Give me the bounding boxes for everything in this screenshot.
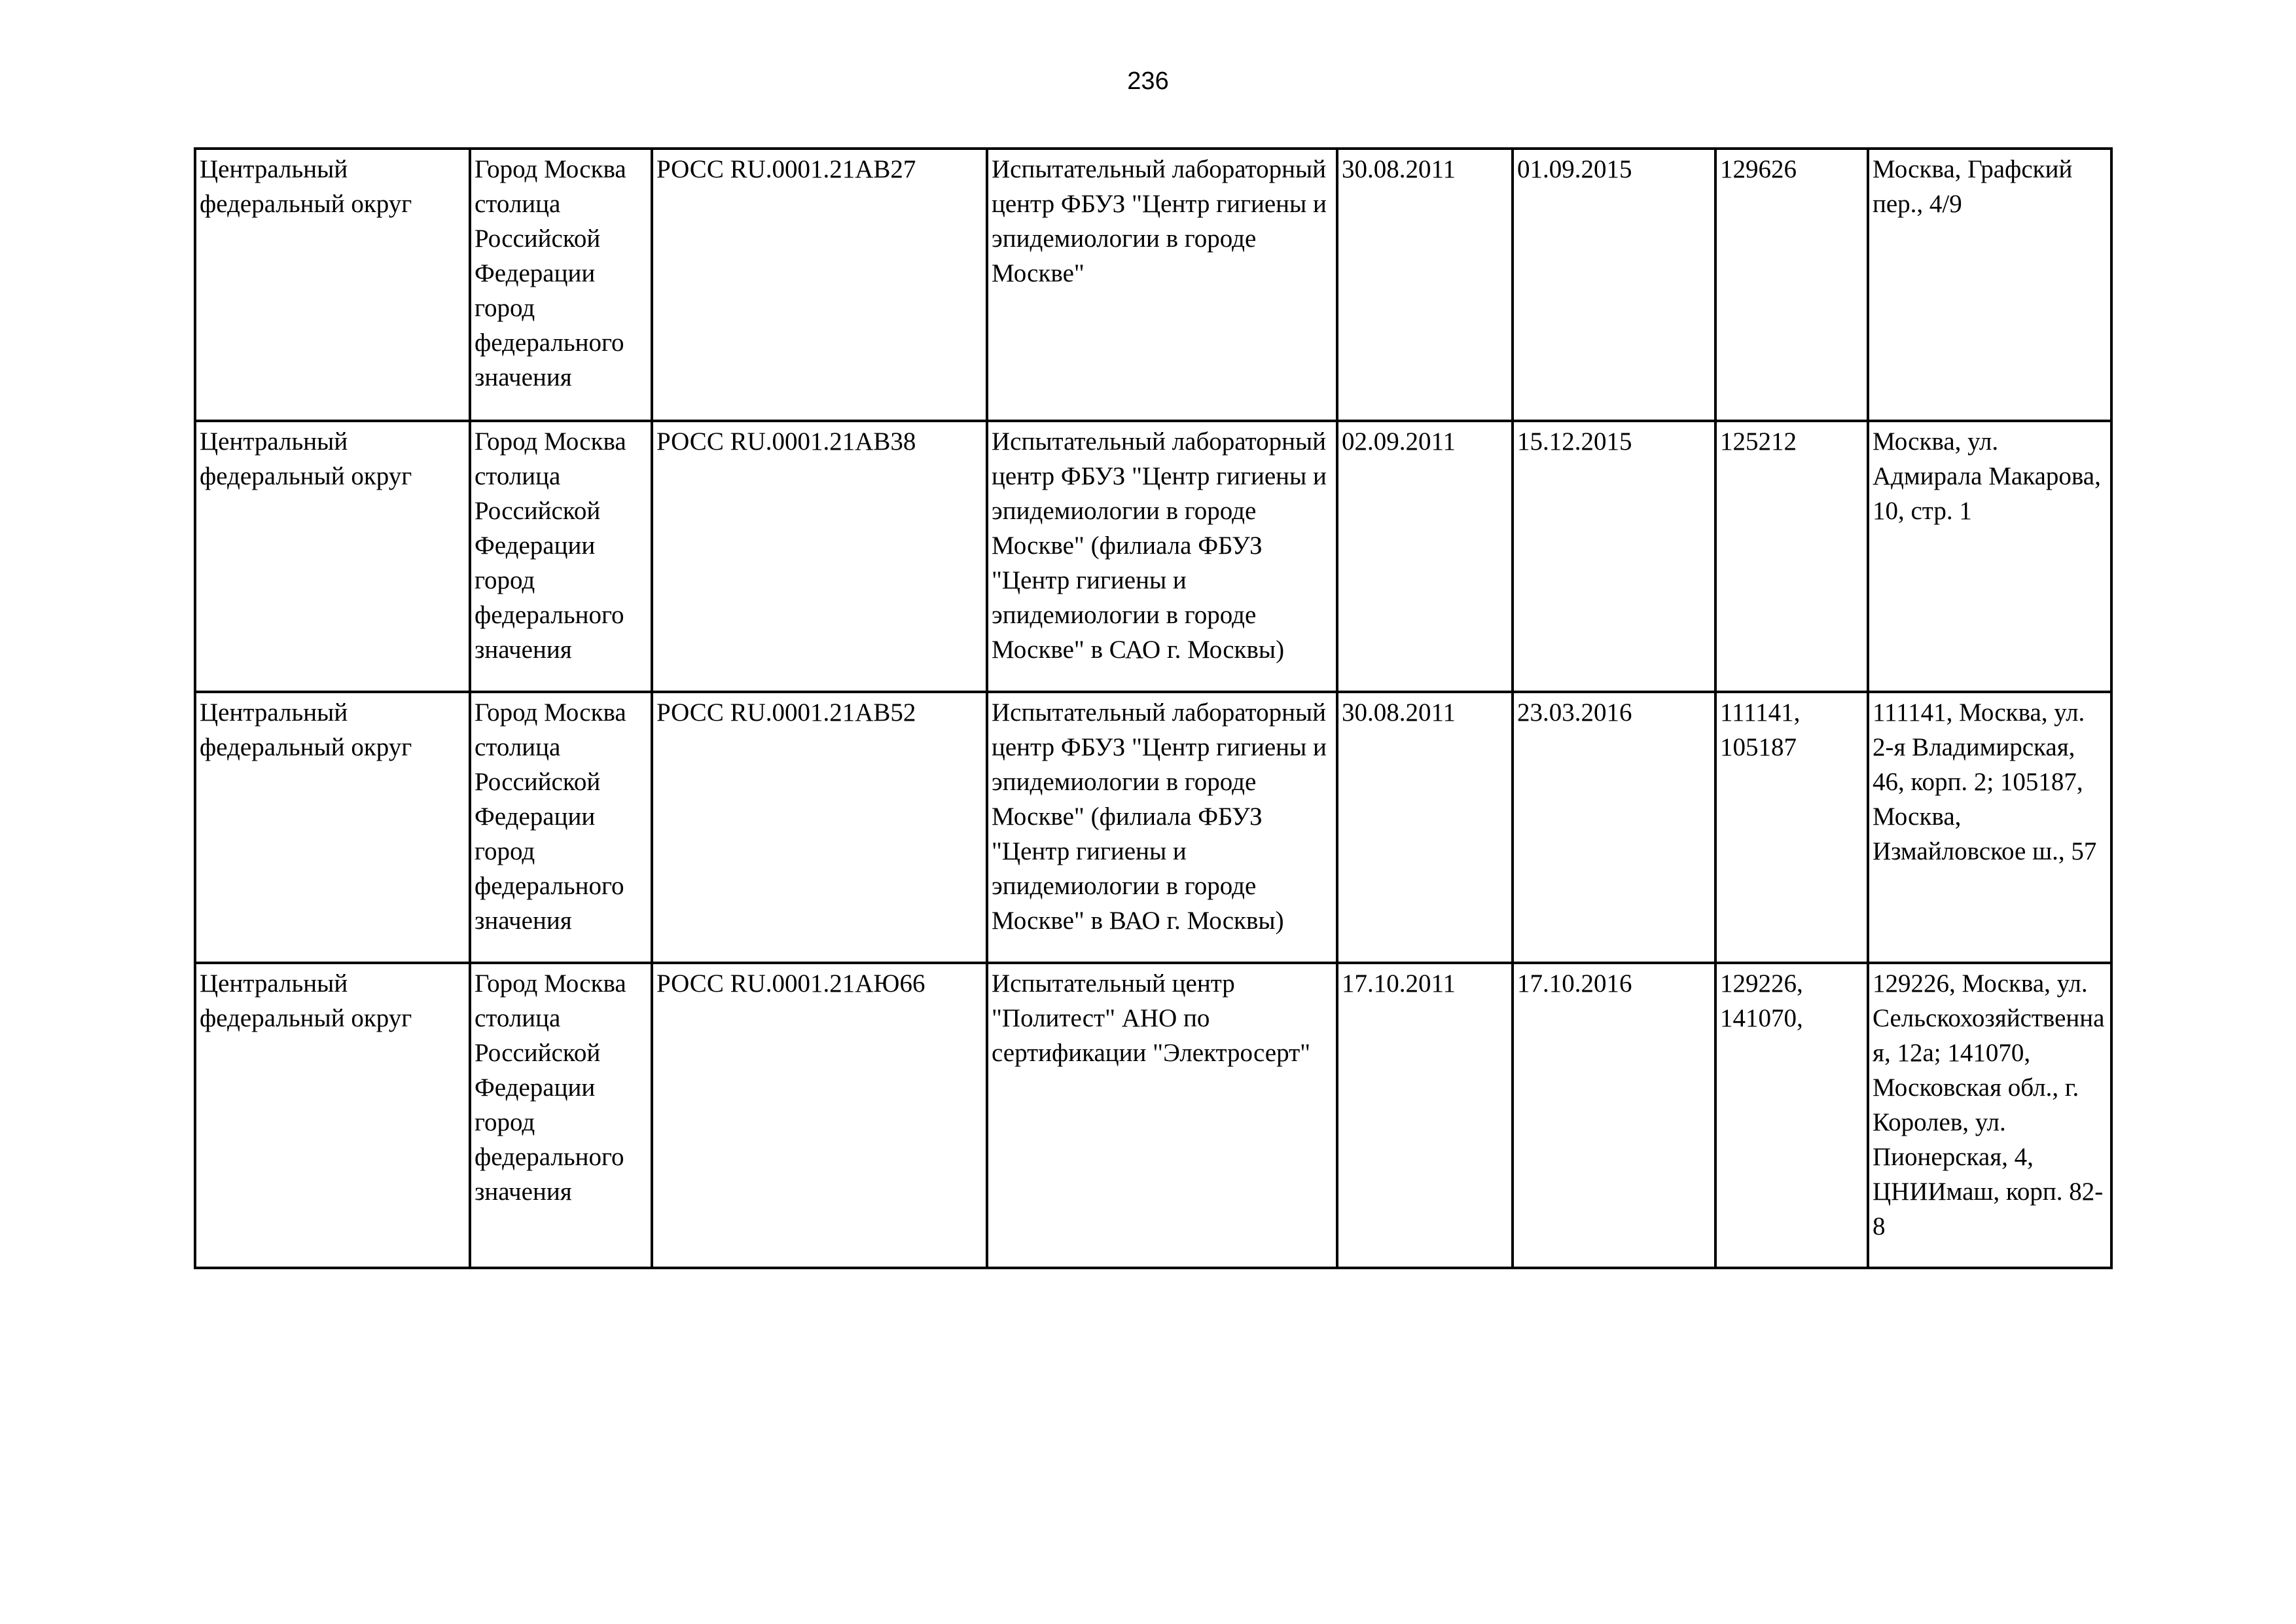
postcode-text: 129226, 141070,: [1720, 969, 1803, 1032]
date-to-text: 01.09.2015: [1517, 155, 1632, 183]
district-cell: [195, 963, 470, 1268]
reg-number-text: РОСС RU.0001.21АЮ66: [656, 969, 925, 998]
reg-number-text: РОСС RU.0001.21АВ27: [656, 155, 916, 183]
date-from-text: 30.08.2011: [1342, 155, 1456, 183]
postcode-text: 129626: [1720, 155, 1797, 183]
page-number: 236: [1127, 67, 1169, 95]
address-cell: [1868, 421, 2111, 692]
date-to-cell: [1513, 421, 1715, 692]
postcode-cell: [1715, 421, 1868, 692]
date-from-text: 17.10.2011: [1342, 969, 1456, 998]
organization-text: Испытательный лабораторный центр ФБУЗ "Центр гигиены и эпидемиологии в городе Москве" (филиала ФБУЗ "Центр гигиены и эпидемиологии в городе Москве" в ВАО г. Москвы): [992, 698, 1327, 935]
reg-number-cell: [652, 963, 987, 1268]
region-text: Город Москва столица Российской Федерации город федерального значения: [475, 427, 626, 664]
address-cell: [1868, 692, 2111, 963]
district-text: Центральный федеральный округ: [200, 969, 412, 1032]
organization-cell: [987, 692, 1337, 963]
region-text: Город Москва столица Российской Федерации город федерального значения: [475, 155, 626, 391]
date-from-cell: [1337, 963, 1513, 1268]
postcode-text: 111141, 105187: [1720, 698, 1801, 761]
region-cell: [470, 692, 652, 963]
region-text: Город Москва столица Российской Федерации город федерального значения: [475, 698, 626, 935]
organization-cell: [987, 963, 1337, 1268]
date-from-cell: [1337, 692, 1513, 963]
organization-text: Испытательный центр "Политест" АНО по сертификации "Электросерт": [992, 969, 1311, 1067]
date-from-text: 30.08.2011: [1342, 698, 1456, 727]
district-text: Центральный федеральный округ: [200, 155, 412, 218]
reg-number-cell: [652, 149, 987, 421]
table-row: [195, 421, 2111, 692]
address-text: Москва, ул. Адмирала Макарова, 10, стр. 1: [1873, 427, 2101, 525]
district-text: Центральный федеральный округ: [200, 427, 412, 490]
table-row: [195, 963, 2111, 1268]
date-to-cell: [1513, 149, 1715, 421]
district-cell: [195, 692, 470, 963]
organization-text: Испытательный лабораторный центр ФБУЗ "Центр гигиены и эпидемиологии в городе Москве": [992, 155, 1327, 287]
address-cell: [1868, 149, 2111, 421]
organization-text: Испытательный лабораторный центр ФБУЗ "Центр гигиены и эпидемиологии в городе Москве" (филиала ФБУЗ "Центр гигиены и эпидемиологии в городе Москве" в САО г. Москвы): [992, 427, 1327, 664]
table-row: [195, 149, 2111, 421]
date-to-text: 23.03.2016: [1517, 698, 1632, 727]
reg-number-text: РОСС RU.0001.21АВ38: [656, 427, 916, 456]
registry-table: [194, 147, 2113, 1269]
district-text: Центральный федеральный округ: [200, 698, 412, 761]
table-row: [195, 692, 2111, 963]
reg-number-cell: [652, 692, 987, 963]
postcode-text: 125212: [1720, 427, 1797, 456]
district-cell: [195, 149, 470, 421]
date-from-text: 02.09.2011: [1342, 427, 1456, 456]
postcode-cell: [1715, 692, 1868, 963]
region-text: Город Москва столица Российской Федерации город федерального значения: [475, 969, 626, 1206]
address-cell: [1868, 963, 2111, 1268]
date-to-cell: [1513, 963, 1715, 1268]
postcode-cell: [1715, 149, 1868, 421]
date-from-cell: [1337, 421, 1513, 692]
address-text: 129226, Москва, ул. Сельскохозяйственная, 12а; 141070, Московская обл., г. Королев, ул. Пионерская, 4, ЦНИИмаш, корп. 82-8: [1873, 969, 2105, 1240]
region-cell: [470, 963, 652, 1268]
organization-cell: [987, 421, 1337, 692]
date-to-cell: [1513, 692, 1715, 963]
date-to-text: 17.10.2016: [1517, 969, 1632, 998]
address-text: 111141, Москва, ул. 2-я Владимирская, 46, корп. 2; 105187, Москва, Измайловское ш., 57: [1873, 698, 2097, 865]
date-to-text: 15.12.2015: [1517, 427, 1632, 456]
region-cell: [470, 149, 652, 421]
district-cell: [195, 421, 470, 692]
postcode-cell: [1715, 963, 1868, 1268]
address-text: Москва, Графский пер., 4/9: [1873, 155, 2073, 218]
region-cell: [470, 421, 652, 692]
organization-cell: [987, 149, 1337, 421]
reg-number-text: РОСС RU.0001.21АВ52: [656, 698, 916, 727]
reg-number-cell: [652, 421, 987, 692]
date-from-cell: [1337, 149, 1513, 421]
